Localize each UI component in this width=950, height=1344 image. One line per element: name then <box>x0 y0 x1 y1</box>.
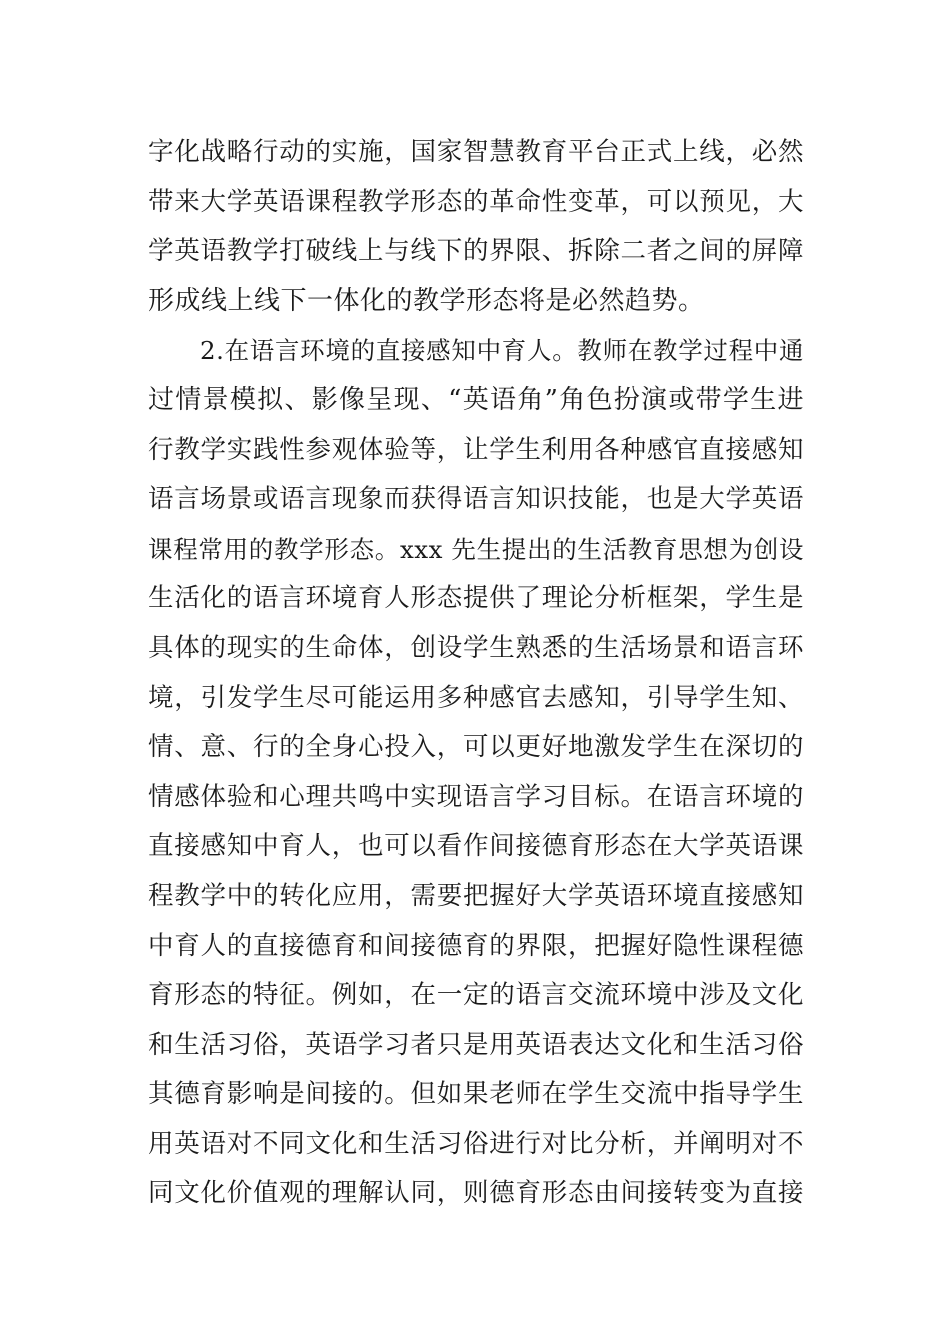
text-line: 字化战略行动的实施，国家智慧教育平台正式上线，必然 <box>148 137 804 167</box>
text-line: 行教学实践性参观体验等，让学生利用各种感官直接感知 <box>148 434 804 465</box>
text-line: 和生活习俗，英语学习者只是用英语表达文化和生活习俗 <box>148 1029 804 1060</box>
text-line: 境，引发学生尽可能运用多种感官去感知，引导学生知、 <box>148 682 804 713</box>
document-body <box>148 128 804 1219</box>
text-line: 课程常用的教学形态。xxx 先生提出的生活教育思想为创设 <box>148 534 804 564</box>
text-line: 用英语对不同文化和生活习俗进行对比分析，并阐明对不 <box>148 1128 804 1159</box>
text-line: 过情景模拟、影像呈现、“英语角”角色扮演或带学生进 <box>148 384 804 415</box>
text-line: 其德育影响是间接的。但如果老师在学生交流中指导学生 <box>148 1079 804 1110</box>
text-line: 情感体验和心理共鸣中实现语言学习目标。在语言环境的 <box>148 781 804 812</box>
text-line: 同文化价值观的理解认同，则德育形态由间接转变为直接 <box>148 1178 804 1209</box>
text-line: 直接感知中育人，也可以看作间接德育形态在大学英语课 <box>148 831 804 862</box>
text-line: 具体的现实的生命体，创设学生熟悉的生活场景和语言环 <box>148 632 804 663</box>
text-line: 2.在语言环境的直接感知中育人。教师在教学过程中通 <box>200 336 804 366</box>
text-line: 育形态的特征。例如，在一定的语言交流环境中涉及文化 <box>148 980 804 1011</box>
text-line: 中育人的直接德育和间接德育的界限，把握好隐性课程德 <box>148 930 804 961</box>
text-line: 程教学中的转化应用，需要把握好大学英语环境直接感知 <box>148 880 804 911</box>
text-line: 学英语教学打破线上与线下的界限、拆除二者之间的屏障 <box>148 236 804 267</box>
text-line: 形成线上线下一体化的教学形态将是必然趋势。 <box>148 285 705 316</box>
text-line: 语言场景或语言现象而获得语言知识技能，也是大学英语 <box>148 484 804 515</box>
text-line: 生活化的语言环境育人形态提供了理论分析框架，学生是 <box>148 583 804 614</box>
text-line: 带来大学英语课程教学形态的革命性变革，可以预见，大 <box>148 186 804 217</box>
text-line: 情、意、行的全身心投入，可以更好地激发学生在深切的 <box>148 732 804 763</box>
